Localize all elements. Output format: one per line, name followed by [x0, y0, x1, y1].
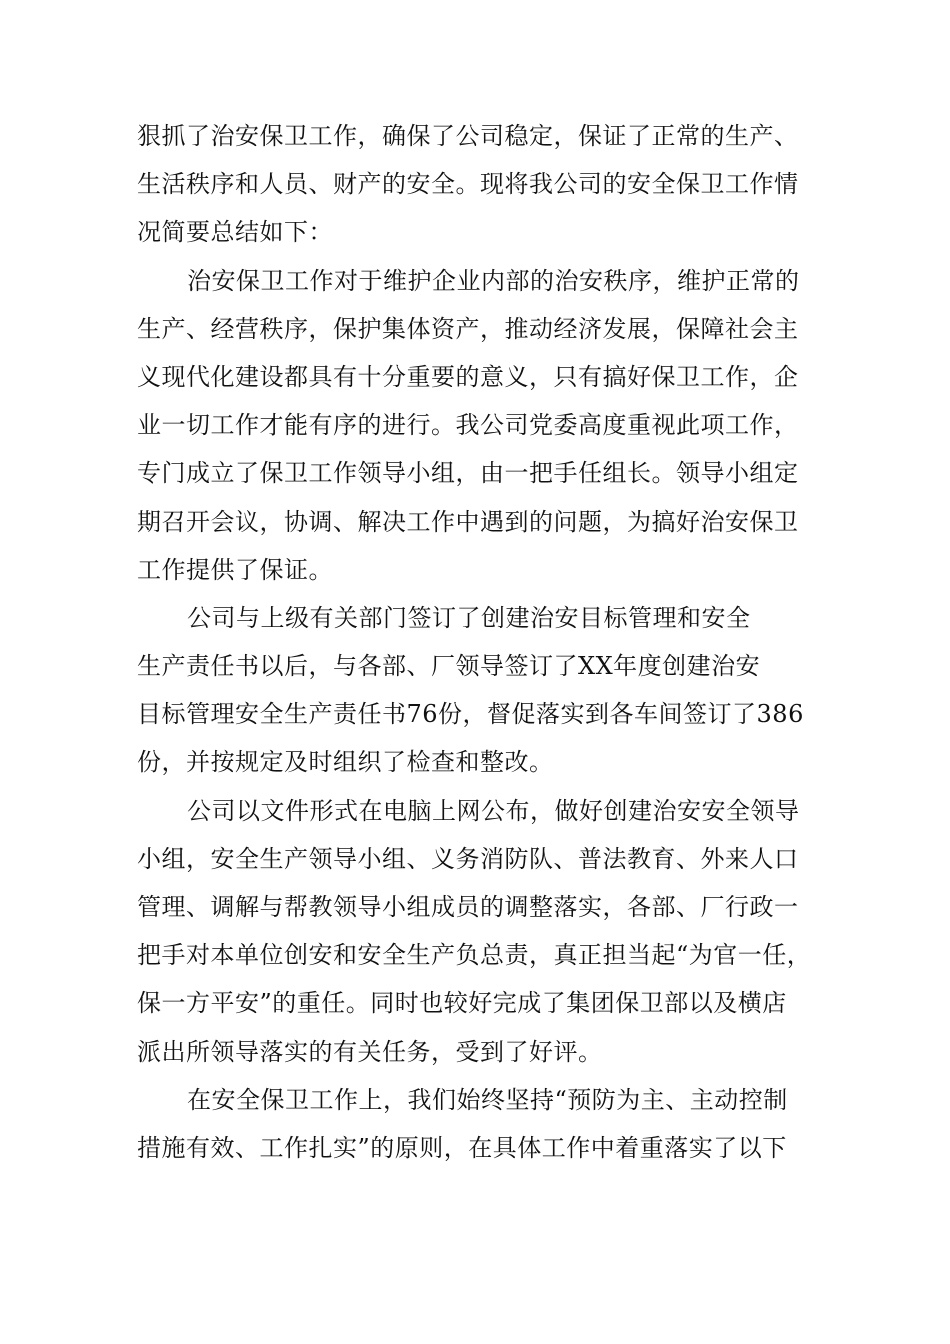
text-line: 治安保卫工作对于维护企业内部的治安秩序，维护正常的 [187, 266, 800, 295]
text-line: 生活秩序和人员、财产的安全。现将我公司的安全保卫工作情 [137, 170, 799, 199]
text-line: 生产责任书以后，与各部、厂领导签订了XX年度创建治安 [137, 652, 761, 681]
text-line: 保一方平安”的重任。同时也较好完成了集团保卫部以及横店 [137, 989, 787, 1018]
paragraph [137, 112, 837, 257]
paragraph [137, 257, 837, 594]
text-line: 份，并按规定及时组织了检查和整改。 [137, 748, 554, 777]
text-line: 业一切工作才能有序的进行。我公司党委高度重视此项工作， [137, 411, 799, 440]
text-line: 小组，安全生产领导小组、义务消防队、普法教育、外来人口 [137, 844, 799, 873]
paragraph [137, 594, 837, 787]
text-line: 专门成立了保卫工作领导小组，由一把手任组长。领导小组定 [137, 459, 799, 488]
text-line: 狠抓了治安保卫工作，确保了公司稳定，保证了正常的生产、 [137, 122, 799, 150]
text-line: 把手对本单位创安和安全生产负总责，真正担当起“为官一任， [137, 941, 812, 970]
text-line: 在安全保卫工作上，我们始终坚持“预防为主、主动控制 [187, 1085, 788, 1114]
text-line: 公司与上级有关部门签订了创建治安目标管理和安全 [187, 603, 751, 632]
paragraph [137, 787, 837, 1076]
text-line: 义现代化建设都具有十分重要的意义，只有搞好保卫工作，企 [137, 362, 799, 391]
document-body [137, 112, 837, 1172]
text-line: 期召开会议，协调、解决工作中遇到的问题，为搞好治安保卫 [137, 507, 799, 536]
text-line: 措施有效、工作扎实”的原则，在具体工作中着重落实了以下 [137, 1133, 787, 1162]
text-line: 目标管理安全生产责任书76份，督促落实到各车间签订了386 [137, 700, 804, 729]
paragraph [137, 1076, 837, 1172]
text-line: 派出所领导落实的有关任务，受到了好评。 [137, 1037, 603, 1066]
text-line: 生产、经营秩序，保护集体资产，推动经济发展，保障社会主 [137, 314, 799, 343]
text-line: 管理、调解与帮教领导小组成员的调整落实，各部、厂行政一 [137, 893, 799, 921]
text-line: 公司以文件形式在电脑上网公布，做好创建治安安全领导 [187, 796, 800, 825]
text-line: 工作提供了保证。 [137, 555, 333, 584]
text-line: 况简要总结如下： [137, 218, 333, 247]
